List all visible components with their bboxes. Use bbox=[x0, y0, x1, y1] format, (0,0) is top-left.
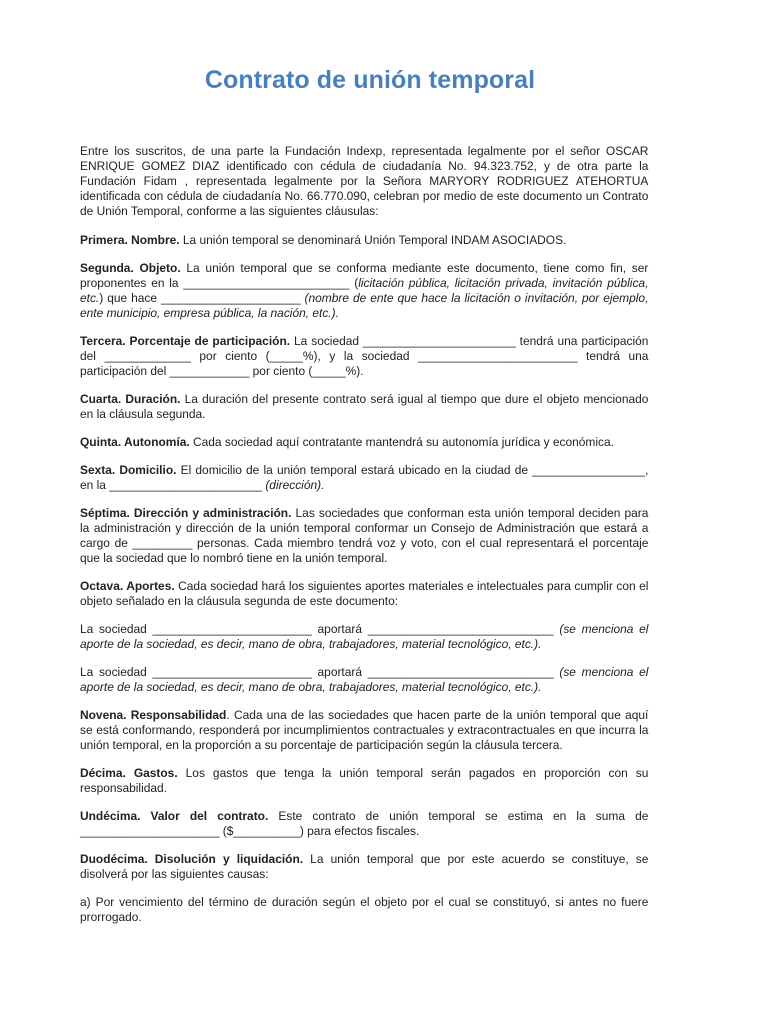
clause-text: Las sociedades que conforman esta unión temporal deciden para la administración y dirección de la unión temporal conformar un Consejo de Administración que estará a cargo de _________ personas. Cada miembro tendrá voz y voto, con el cual representará el porcentaje que la sociedad que lo nombró tiene en la unión temporal. bbox=[80, 506, 649, 565]
clause-italic-note: licitación pública, licitación privada, invitación pública, etc. bbox=[80, 276, 649, 305]
intro-paragraph: Entre los suscritos, de una parte la Fundación Indexp, representada legalmente por el señor OSCAR ENRIQUE GOMEZ DIAZ identificado con cédula de ciudadanía No. 94.323.752, y de otra parte la Fundación Fidam , representada legalmente por la Señora MARYORY RODRIGUEZ ATEHORTUA identificada con cédula de ciudadanía No. 66.770.090, celebran por medio de este documento un Contrato de Unión Temporal, conforme a las siguientes cláusulas: bbox=[80, 144, 649, 218]
clause-text: Cada sociedad aquí contratante mantendrá su autonomía jurídica y económica. bbox=[189, 435, 614, 449]
clause-text: . Cada una de las sociedades que hacen parte de la unión temporal que aquí se está conformando, responderá por incumplimientos contractuales y extracontractuales en que incurra la unión temporal, en la proporción a su porcentaje de participación según la cláusula tercera. bbox=[80, 708, 649, 752]
clause-heading: Duodécima. Disolución y liquidación. bbox=[80, 852, 304, 866]
aporte-paragraph bbox=[80, 622, 648, 652]
clause-text: Los gastos que tenga la unión temporal serán pagados en proporción con su responsabilidad. bbox=[80, 766, 649, 795]
clause-text: ) que hace _____________________ bbox=[99, 291, 305, 305]
clause-heading: Octava. Aportes. bbox=[80, 579, 175, 593]
clause-text: La unión temporal que se conforma mediante este documento, tiene como fin, ser proponentes en la _________________________ ( bbox=[80, 261, 649, 290]
aporte-text: La sociedad ________________________ aportará ____________________________ bbox=[80, 622, 560, 636]
clause-text: Este contrato de unión temporal se estima en la suma de _____________________ ($__________) para efectos fiscales. bbox=[80, 809, 649, 838]
clause-text: La duración del presente contrato será igual al tiempo que dure el objeto mencionado en la cláusula segunda. bbox=[80, 392, 649, 421]
clause-undecima bbox=[80, 809, 648, 839]
clause-text: La unión temporal que por este acuerdo se constituye, se disolverá por las siguientes causas: bbox=[80, 852, 649, 881]
clause-octava bbox=[80, 579, 648, 609]
clause-tercera bbox=[80, 334, 648, 379]
clause-novena bbox=[80, 708, 648, 753]
clause-italic-note: (dirección). bbox=[265, 478, 325, 492]
causa-item: a) Por vencimiento del término de duración según el objeto por el cual se constituyó, si antes no fuere prorrogado. bbox=[80, 895, 649, 924]
clause-heading: Tercera. Porcentaje de participación. bbox=[80, 334, 291, 348]
clause-quinta bbox=[80, 435, 648, 450]
document-body bbox=[80, 144, 648, 938]
clause-heading: Cuarta. Duración. bbox=[80, 392, 181, 406]
clause-heading: Primera. Nombre. bbox=[80, 233, 180, 247]
clause-heading: Sexta. Domicilio. bbox=[80, 463, 177, 477]
clause-text: Cada sociedad hará los siguientes aportes materiales e intelectuales para cumplir con el objeto señalado en la cláusula segunda de este documento: bbox=[80, 579, 649, 608]
clause-heading: Séptima. Dirección y administración. bbox=[80, 506, 292, 520]
clause-text: La sociedad _______________________ tendrá una participación del _____________ por ciento (_____%), y la sociedad ________________________ tendrá una participación del ____________ por ciento (_____%). bbox=[80, 334, 649, 378]
aporte-text: La sociedad ________________________ aportará ____________________________ bbox=[80, 665, 560, 679]
clause-decima bbox=[80, 766, 648, 796]
clause-text: El domicilio de la unión temporal estará ubicado en la ciudad de _________________, en la _______________________ bbox=[80, 463, 649, 492]
clause-segunda bbox=[80, 261, 648, 321]
clause-heading: Quinta. Autonomía. bbox=[80, 435, 190, 449]
clause-cuarta bbox=[80, 392, 648, 422]
clause-italic-note: (se menciona el aporte de la sociedad, es decir, mano de obra, trabajadores, material tecnológico, etc.). bbox=[80, 622, 649, 651]
clause-septima bbox=[80, 506, 648, 566]
aporte-paragraph bbox=[80, 665, 648, 695]
clause-text: La unión temporal se denominará Unión Temporal INDAM ASOCIADOS. bbox=[179, 233, 567, 247]
clause-heading: Undécima. Valor del contrato. bbox=[80, 809, 269, 823]
clause-heading: Segunda. Objeto. bbox=[80, 261, 181, 275]
page-title: Contrato de unión temporal bbox=[204, 66, 536, 94]
clause-heading: Décima. Gastos. bbox=[80, 766, 178, 780]
clause-primera bbox=[80, 233, 648, 248]
clause-italic-note: (nombre de ente que hace la licitación o invitación, por ejemplo, ente municipio, empresa pública, la nación, etc.). bbox=[80, 291, 649, 320]
clause-italic-note: (se menciona el aporte de la sociedad, es decir, mano de obra, trabajadores, material tecnológico, etc.). bbox=[80, 665, 649, 694]
clause-sexta bbox=[80, 463, 648, 493]
clause-heading: Novena. Responsabilidad bbox=[80, 708, 227, 722]
clause-duodecima bbox=[80, 852, 648, 882]
